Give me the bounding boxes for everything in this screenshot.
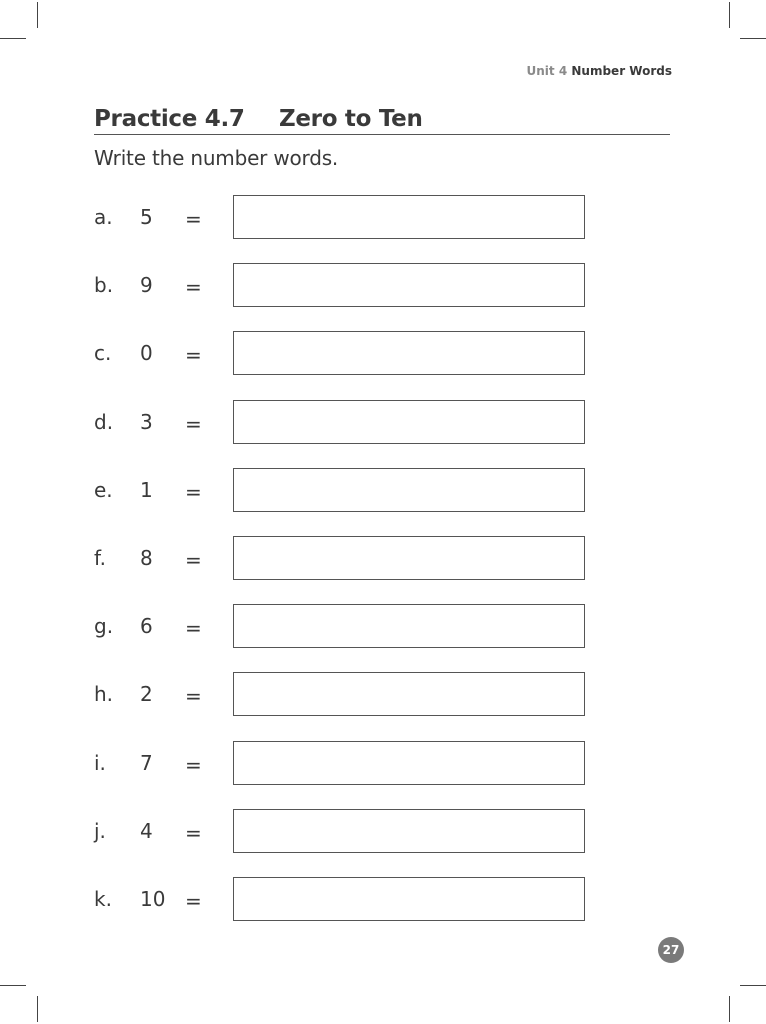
item-letter: g. xyxy=(94,614,114,638)
crop-mark xyxy=(740,985,766,986)
item-number: 1 xyxy=(140,478,153,502)
item-letter: d. xyxy=(94,410,114,434)
answer-box[interactable] xyxy=(233,468,585,512)
equals-sign: = xyxy=(185,275,202,299)
crop-mark xyxy=(37,996,38,1022)
crop-mark xyxy=(37,2,38,28)
equals-sign: = xyxy=(185,684,202,708)
instruction-text: Write the number words. xyxy=(94,146,339,170)
exercise-item xyxy=(0,809,766,855)
page-number-badge: 27 xyxy=(658,937,684,963)
item-number: 8 xyxy=(140,546,153,570)
item-number: 4 xyxy=(140,819,153,843)
equals-sign: = xyxy=(185,753,202,777)
item-number: 9 xyxy=(140,273,153,297)
exercise-item xyxy=(0,672,766,718)
item-number: 2 xyxy=(140,682,153,706)
unit-label: Unit 4 xyxy=(526,64,568,78)
equals-sign: = xyxy=(185,480,202,504)
item-number: 3 xyxy=(140,410,153,434)
answer-box[interactable] xyxy=(233,400,585,444)
item-letter: c. xyxy=(94,341,112,365)
crop-mark xyxy=(729,996,730,1022)
topic-label: Number Words xyxy=(571,64,672,78)
answer-box[interactable] xyxy=(233,604,585,648)
exercise-item xyxy=(0,468,766,514)
item-letter: e. xyxy=(94,478,113,502)
exercise-item xyxy=(0,877,766,923)
item-letter: a. xyxy=(94,205,113,229)
item-letter: k. xyxy=(94,887,112,911)
answer-box[interactable] xyxy=(233,195,585,239)
exercise-item xyxy=(0,400,766,446)
crop-mark xyxy=(0,38,26,39)
equals-sign: = xyxy=(185,548,202,572)
equals-sign: = xyxy=(185,343,202,367)
equals-sign: = xyxy=(185,412,202,436)
item-letter: f. xyxy=(94,546,106,570)
crop-mark xyxy=(0,985,26,986)
answer-box[interactable] xyxy=(233,741,585,785)
crop-mark xyxy=(729,2,730,28)
exercise-item xyxy=(0,604,766,650)
item-letter: i. xyxy=(94,751,106,775)
exercise-item xyxy=(0,741,766,787)
exercise-item xyxy=(0,195,766,241)
equals-sign: = xyxy=(185,889,202,913)
answer-box[interactable] xyxy=(233,672,585,716)
equals-sign: = xyxy=(185,207,202,231)
answer-box[interactable] xyxy=(233,263,585,307)
practice-subtitle: Zero to Ten xyxy=(279,106,423,132)
item-number: 10 xyxy=(140,887,166,911)
answer-box[interactable] xyxy=(233,536,585,580)
exercise-item xyxy=(0,536,766,582)
running-header xyxy=(527,64,672,78)
exercise-item xyxy=(0,331,766,377)
item-number: 5 xyxy=(140,205,153,229)
answer-box[interactable] xyxy=(233,809,585,853)
item-number: 6 xyxy=(140,614,153,638)
equals-sign: = xyxy=(185,616,202,640)
equals-sign: = xyxy=(185,821,202,845)
item-letter: b. xyxy=(94,273,114,297)
exercise-item xyxy=(0,263,766,309)
answer-box[interactable] xyxy=(233,331,585,375)
crop-mark xyxy=(740,38,766,39)
page-title xyxy=(94,104,670,135)
answer-box[interactable] xyxy=(233,877,585,921)
item-letter: j. xyxy=(94,819,106,843)
practice-label: Practice 4.7 xyxy=(94,106,245,132)
item-number: 7 xyxy=(140,751,153,775)
item-number: 0 xyxy=(140,341,153,365)
item-letter: h. xyxy=(94,682,114,706)
